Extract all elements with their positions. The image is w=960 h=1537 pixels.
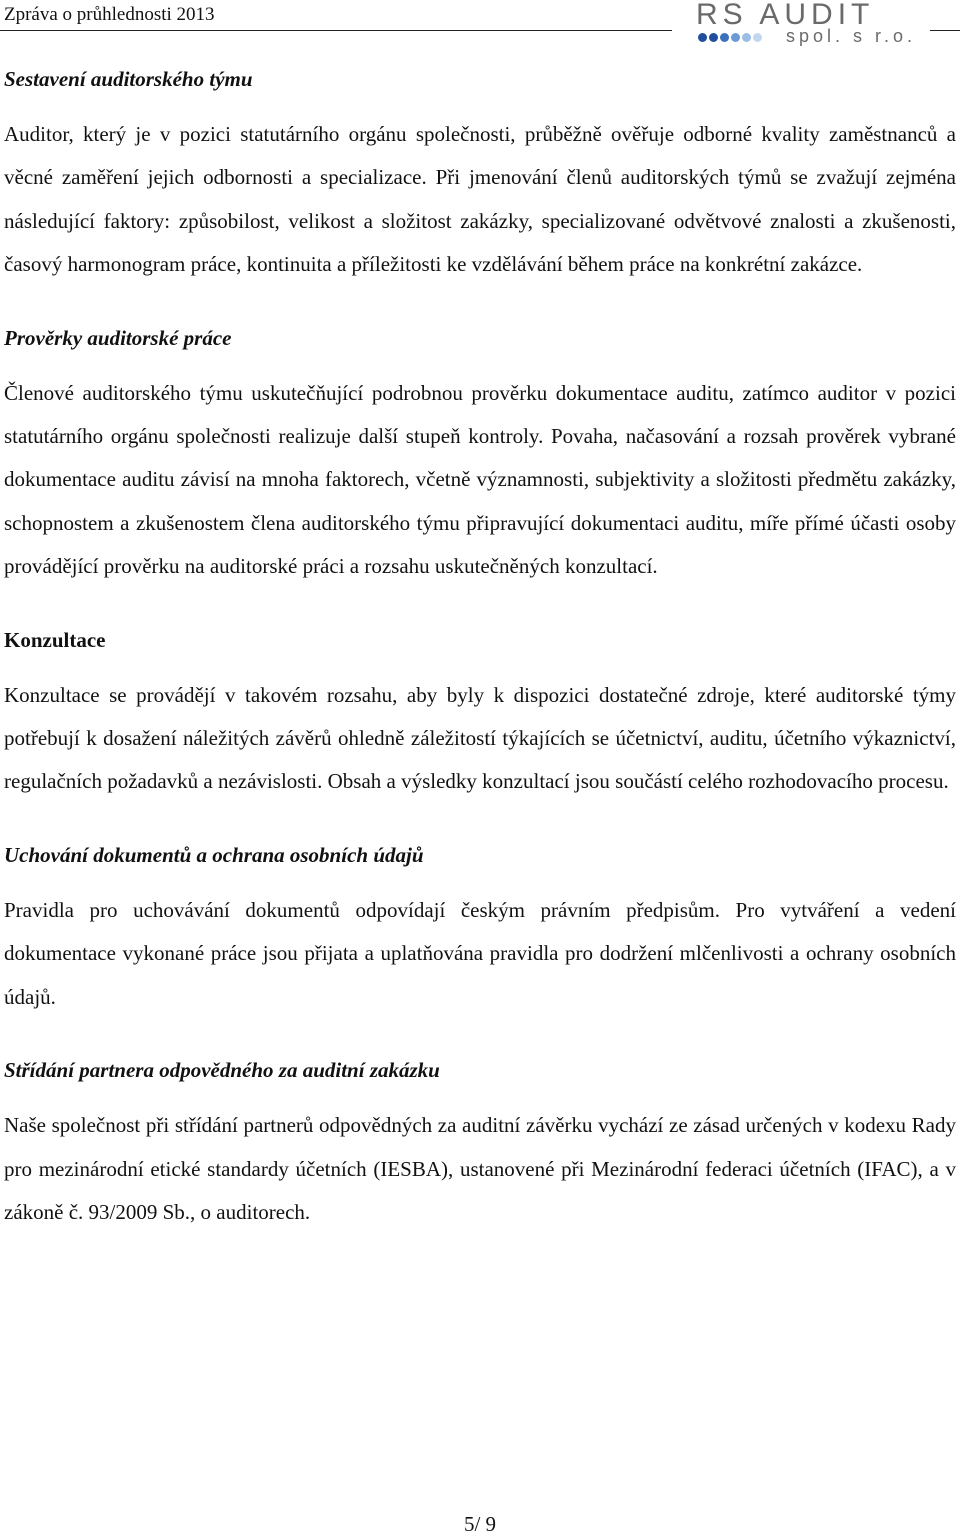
section-heading: Sestavení auditorského týmu xyxy=(4,67,253,91)
section-heading: Střídání partnera odpovědného za auditní zakázku xyxy=(4,1058,440,1083)
logo-dot xyxy=(698,33,707,42)
section-document-retention xyxy=(4,834,956,1019)
section-paragraph: Auditor, který je v pozici statutárního orgánu společnosti, průběžně ověřuje odborné kvality zaměstnanců a věcné zaměření jejich odbornosti a specializace. Při jmenování členů auditorských týmů se zvažují zejména následující faktory: způsobilost, velikost a složitost zakázky, specializované odvětvové znalosti a zkušenosti, časový harmonogram práce, kontinuita a příležitosti ke vzdělávání během práce na konkrétní zakázce. xyxy=(4,122,956,277)
section-paragraph: Naše společnost při střídání partnerů odpovědných za auditní závěrku vychází ze zásad určených v kodexu Rady pro mezinárodní etické standardy účetních (IESBA), ustanovené při Mezinárodní federaci účetních (IFAC), a v zákoně č. 93/2009 Sb., o auditorech. xyxy=(4,1113,956,1224)
logo-dot xyxy=(709,33,718,42)
section-heading: Konzultace xyxy=(4,627,106,652)
page-header xyxy=(0,0,960,48)
section-heading: Uchování dokumentů a ochrana osobních údajů xyxy=(4,842,424,867)
section-paragraph: Pravidla pro uchovávání dokumentů odpovídají českým právním předpisům. Pro vytváření a vedení dokumentace vykonané práce jsou přijata a uplatňována pravidla pro dodržení mlčenlivosti a ochrany osobních údajů. xyxy=(4,897,956,1009)
logo-dots xyxy=(698,33,764,43)
section-team-assembly xyxy=(4,58,956,287)
logo-dot xyxy=(742,33,751,42)
section-partner-rotation xyxy=(4,1049,956,1234)
document-body xyxy=(4,58,956,1264)
logo-subtitle: spol. s r.o. xyxy=(786,26,917,46)
section-paragraph: Členové auditorského týmu uskutečňující podrobnou prověrku dokumentace auditu, zatímco auditor v pozici statutárního orgánu společnosti realizuje další stupeň kontroly. Povaha, načasování a rozsah prověrek vybrané dokumentace auditu závisí na mnoha faktorech, včetně významnosti, subjektivity a složitosti předmětu zakázky, schopnostem a zkušenostem člena auditorského týmu připravující dokumentaci auditu, míře přímé účasti osoby provádějící prověrku na auditorské práci a rozsahu uskutečněných konzultací. xyxy=(4,380,956,579)
document-title: Zpráva o průhlednosti 2013 xyxy=(4,4,215,25)
section-heading: Prověrky auditorské práce xyxy=(4,325,232,350)
section-consultation xyxy=(4,619,956,804)
section-paragraph: Konzultace se provádějí v takovém rozsahu, aby byly k dispozici dostatečné zdroje, které auditorské týmy potřebují k dosažení náležitých závěrů ohledně záležitostí týkajících se účetnictví, auditu, účetního výkaznictví, regulačních požadavků a nezávislosti. Obsah a výsledky konzultací jsou součástí celého rozhodovacího procesu. xyxy=(4,682,956,794)
logo-dot xyxy=(720,33,729,42)
logo-wordmark: RS AUDIT xyxy=(696,0,875,31)
logo-dot xyxy=(731,33,740,42)
section-work-review xyxy=(4,317,956,589)
header-rule-right xyxy=(930,30,960,31)
company-logo xyxy=(692,0,932,48)
header-rule xyxy=(0,30,672,31)
page-number: 5/ 9 xyxy=(463,1512,497,1536)
logo-dot xyxy=(753,33,762,42)
